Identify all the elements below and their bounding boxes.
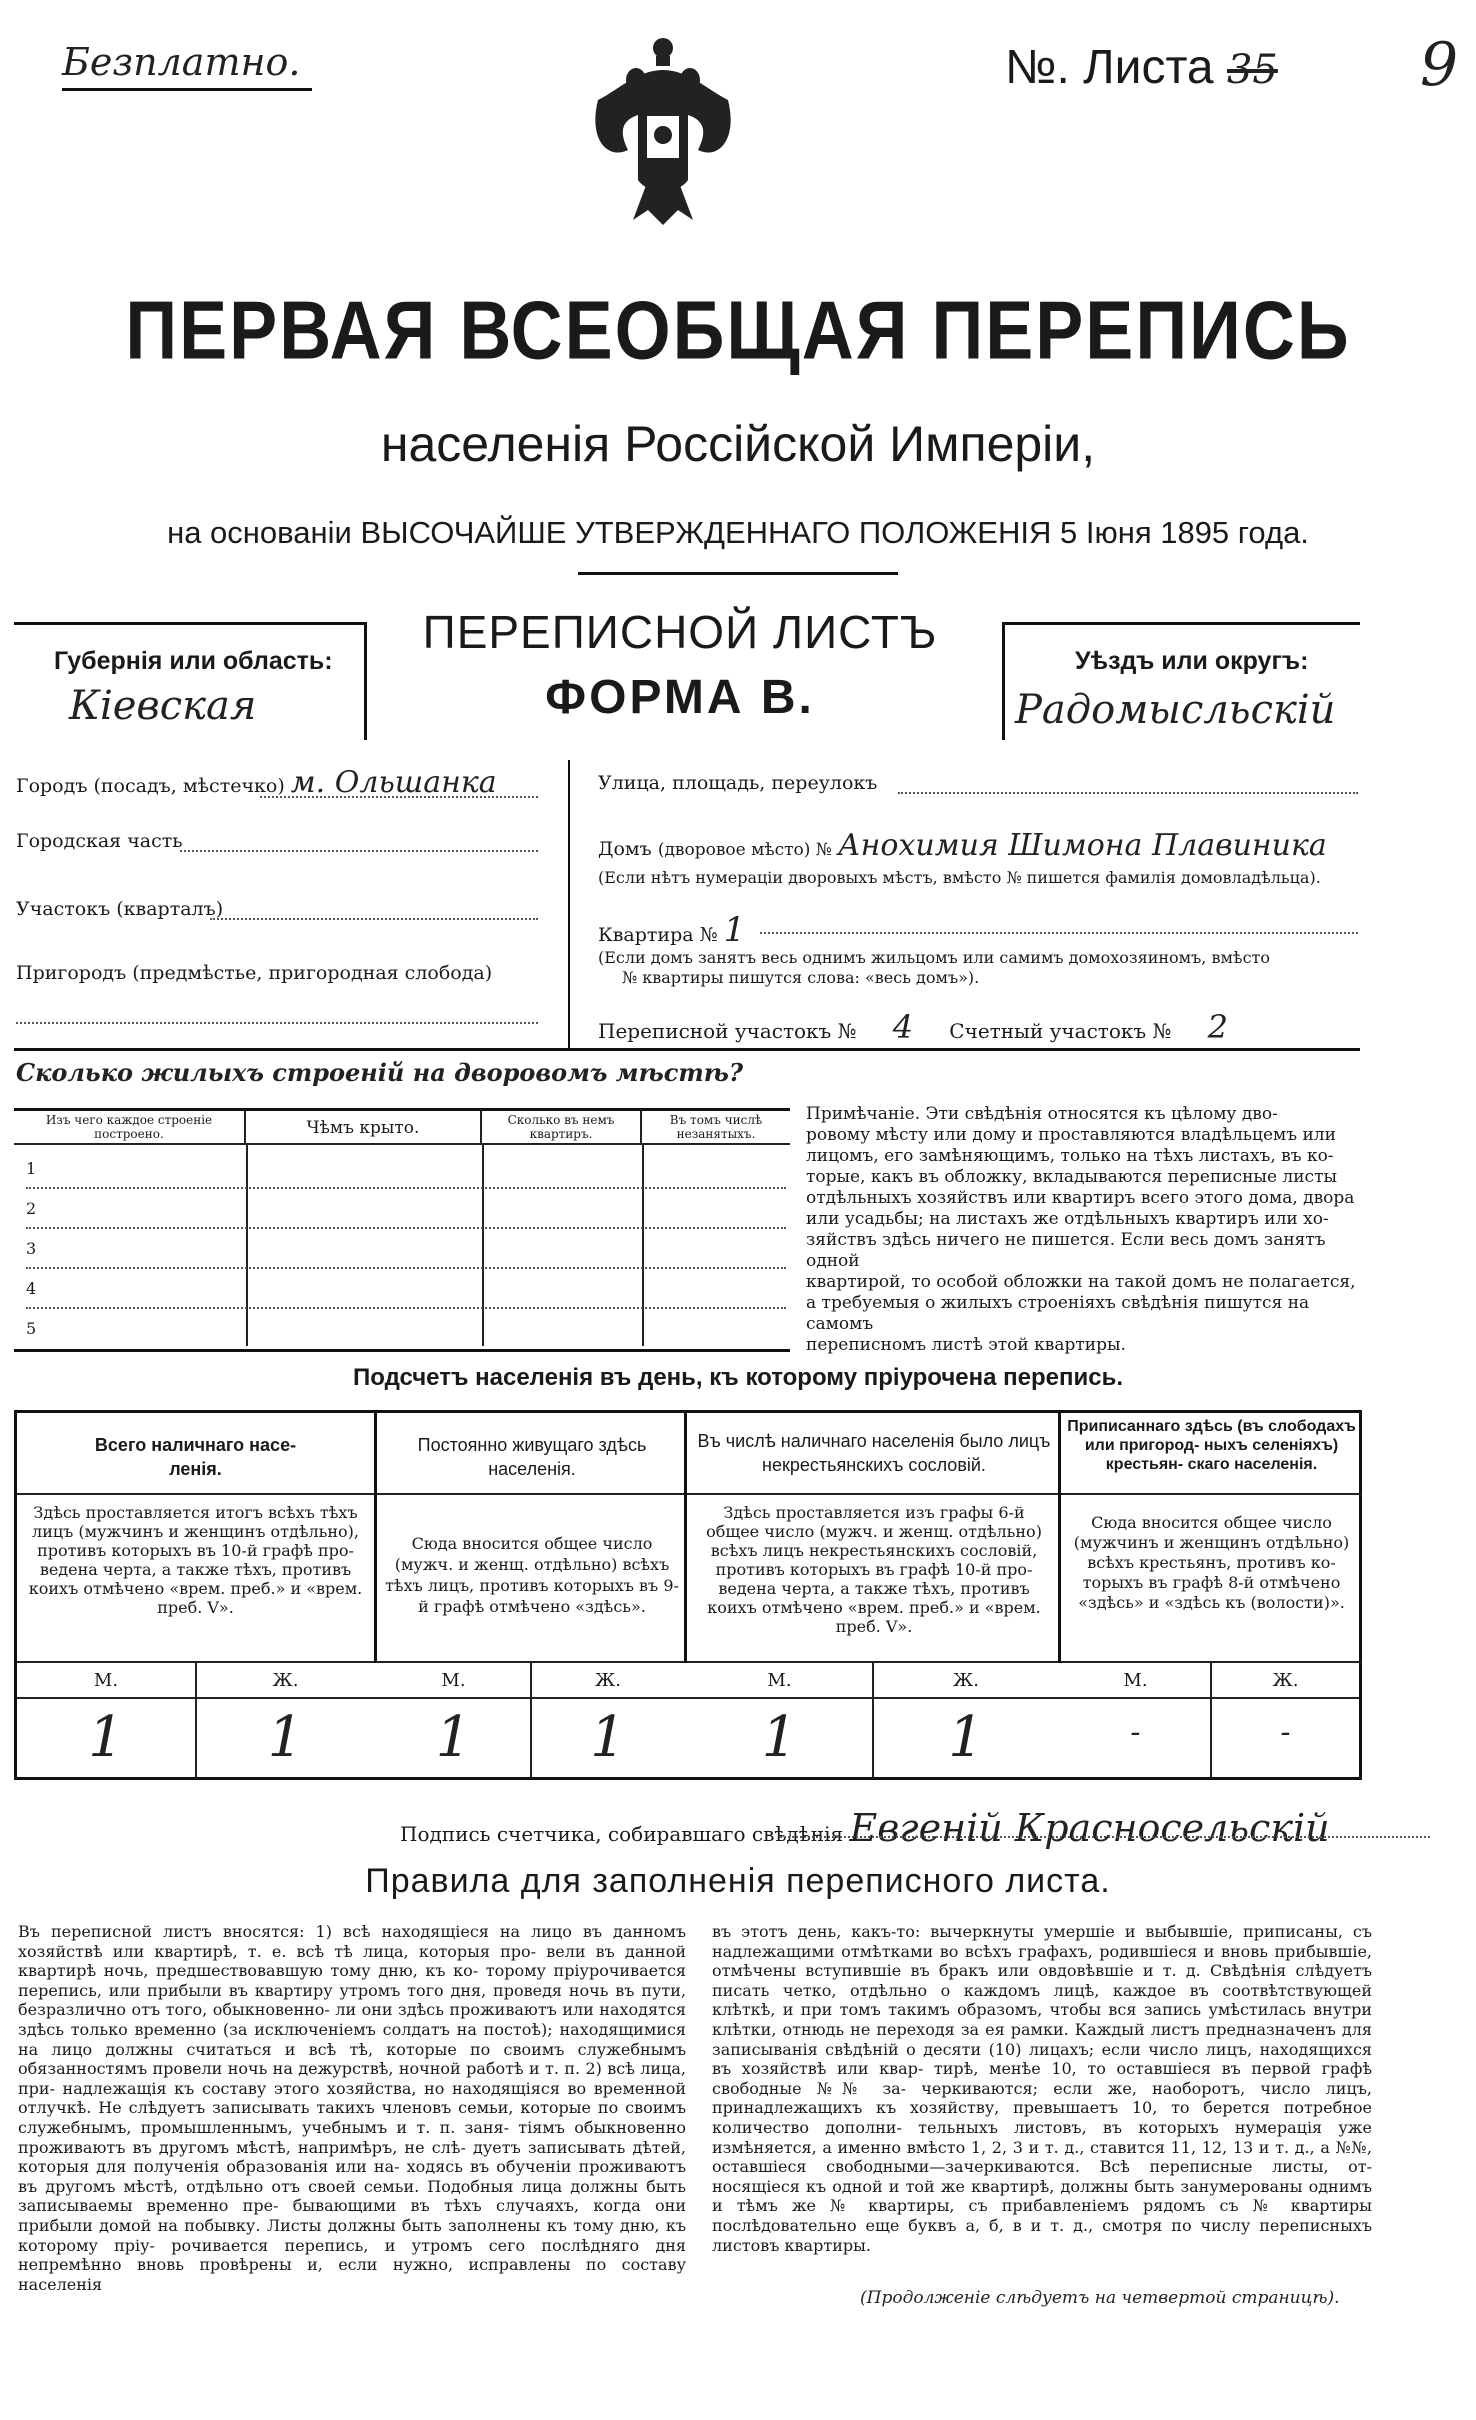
count-col-peasant: [1058, 1413, 1362, 1663]
signature-value: Евгеній Красносельскій: [849, 1806, 1330, 1850]
note-block: [806, 1104, 1362, 1356]
rules-continued: (Продолженіе слѣдуетъ на четвертой страницѣ).: [860, 2288, 1340, 2308]
count-area-value: 2: [1207, 1008, 1228, 1046]
count-permanent-m-label: М.: [441, 1670, 466, 1691]
count-title: Подсчетъ населенія въ день, къ которому пріурочена перепись.: [353, 1364, 1123, 1391]
flat-label: Квартира №: [598, 924, 718, 946]
area-hint: (кварталъ): [116, 898, 224, 920]
count-col-permanent: [374, 1413, 687, 1663]
buildings-row-4: 4: [26, 1279, 37, 1298]
count-total-m-value: 1: [88, 1705, 124, 1770]
buildings-question: Сколько жилыхъ строеній на дворовомъ мѣстѣ?: [16, 1058, 744, 1087]
rules-left-column: Въ переписной листъ вносятся: 1) всѣ находящіеся на лицо въ данномъ хозяйствѣ или квартирѣ, т. е. всѣ тѣ лица, которыя про- вели въ данной квартирѣ ночь, предшествовавшую тому дню, къ ко- торому пріурочивается перепись, или прибыли въ квартиру утромъ того дня, проведя ночь въ пути, безразлично отъ того, обыкновенно- ли они здѣсь проживаютъ или находятся здѣсь только временно (за исключеніемъ солдатъ на постоѣ); находящимися на лицо должны считаться и всѣ тѣ, которые по своимъ служебнымъ обязанностямъ провели ночь на дежурствѣ, ночной работѣ и т. п. 2) всѣ лица, при- надлежащія къ составу этого хозяйства, но находящіяся во временной отлучкѣ. Не слѣдуетъ записывать такихъ членовъ семьи, которые по своимъ служебнымъ, промышленнымъ, учебнымъ и т. п. заня- тіямъ обыкновенно проживаютъ въ другомъ мѣстѣ, напримѣръ, не слѣ- дуетъ записывать дѣтей, которыя для полученія образованія или на- ходясь въ обученіи проживаютъ въ другомъ мѣстѣ, отдѣльно отъ своей семьи. Подобныя лица должны быть записываемы временно пре- бывающими въ тѣхъ случаяхъ, когда они прибыли домой на побывку. Листы должны быть заполнены къ тому дню, къ которому пріу- рочивается перепись, и утромъ сего послѣдняго дня непремѣнно вновь провѣрены и, если нужно, исправлены по составу населенія: [18, 1922, 686, 2294]
count-head-total: Всего наличнаго насе- ленія.: [17, 1413, 374, 1495]
count-body-total: Здѣсь проставляется итогъ всѣхъ тѣхъ лицъ (мужчинъ и женщинъ отдѣльно), противъ которыхъ въ 10-й графѣ про- ведена черта, а также тѣхъ, противъ коихъ отмѣчено «врем. преб.» и «врем. преб. V».: [17, 1495, 374, 1663]
city-value: м. Ольшанка: [290, 765, 497, 800]
buildings-row-dots-2: [26, 1227, 786, 1229]
census-area-label: Переписной участокъ №: [598, 1019, 857, 1043]
street-label: Улица, площадь, переулокъ: [598, 772, 878, 794]
house-hint: (дворовое мѣсто) №: [657, 840, 832, 860]
flat-note-2: № квартиры пишутся слова: «весь домъ»).: [622, 968, 980, 987]
flat-note-1: (Если домъ занятъ весь однимъ жильцомъ или самимъ домохозяиномъ, вмѣсто: [598, 948, 1271, 967]
count-peasant-f-label: Ж.: [1272, 1670, 1299, 1691]
city-dots: [260, 796, 538, 798]
buildings-header-roof: Чѣмъ крыто.: [246, 1111, 482, 1145]
suburb-row: [16, 962, 492, 984]
city-part-label: Городская часть: [16, 830, 183, 852]
count-nonpeasant-m-value: 1: [761, 1705, 798, 1770]
suburb-dots: [16, 1022, 538, 1024]
count-peasant-f-value: -: [1280, 1715, 1291, 1750]
buildings-header-flats: Сколько въ немъ квартиръ.: [482, 1111, 642, 1145]
suburb-hint: (предмѣстье, пригородная слобода): [132, 962, 493, 984]
count-head-permanent: Постоянно живущаго здѣсь населенія.: [377, 1413, 687, 1495]
count-area-label: Счетный участокъ №: [949, 1019, 1172, 1043]
flat-dots: [760, 932, 1358, 934]
province-value: Кіевская: [69, 683, 257, 729]
buildings-col-line-1: [246, 1145, 248, 1346]
note-line-3: лицомъ, его замѣняющимъ, только на тѣхъ листахъ, въ ко-: [806, 1146, 1334, 1166]
note-line-6: или усадьбы; на листахъ же отдѣльныхъ квартиръ или хо-: [806, 1209, 1329, 1229]
free-label: Безплатно.: [62, 40, 301, 84]
city-label: Городъ: [16, 775, 88, 797]
note-line-10: переписномъ листѣ этой квартиры.: [806, 1335, 1126, 1355]
count-head-nonpeasant: Въ числѣ наличнаго населенія было лицъ некрестьянскихъ сословій.: [687, 1413, 1061, 1495]
note-line-7: зяйствъ здѣсь ничего не пишется. Если весь домъ занятъ одной: [806, 1230, 1326, 1271]
count-nonpeasant-m-label: М.: [767, 1670, 792, 1691]
rules-title: Правила для заполненія переписного листа.: [365, 1862, 1111, 1900]
note-line-1: Примѣчаніе. Эти свѣдѣнія относятся къ цѣлому дво-: [806, 1104, 1278, 1124]
title-divider: [578, 572, 898, 575]
house-label: Домъ: [598, 838, 652, 860]
suburb-label: Пригородъ: [16, 962, 127, 984]
buildings-row-dots-4: [26, 1307, 786, 1309]
count-nonpeasant-f-value: 1: [948, 1705, 984, 1770]
city-part-dots: [180, 850, 538, 852]
count-body-permanent: Сюда вносится общее число (мужч. и женщ. отдѣльно) всѣхъ тѣхъ лицъ, противъ которыхъ въ 9-й графѣ отмѣчено «здѣсь».: [377, 1495, 687, 1663]
count-nonpeasant-f-label: Ж.: [953, 1670, 979, 1691]
signature-row: [400, 1806, 1330, 1850]
buildings-table: [14, 1108, 790, 1352]
count-permanent-f-value: 1: [590, 1705, 626, 1770]
basis-line: на основаніи ВЫСОЧАЙШЕ УТВЕРЖДЕННАГО ПОЛОЖЕНІЯ 5 Іюня 1895 года.: [167, 515, 1309, 550]
count-total-m-label: М.: [93, 1670, 119, 1691]
area-row: [16, 898, 223, 920]
buildings-header-vacant: Въ томъ числѣ незанятыхъ.: [642, 1111, 790, 1145]
province-box: [14, 622, 367, 740]
buildings-row-2: 2: [26, 1199, 37, 1218]
buildings-row-dots-3: [26, 1267, 786, 1269]
house-note: (Если нѣтъ нумераціи дворовыхъ мѣстъ, вмѣсто № пишется фамилія домовладѣльца).: [598, 868, 1321, 887]
city-row: [16, 765, 497, 800]
note-line-4: торые, какъ въ обложку, вкладываются переписные листы: [806, 1167, 1338, 1187]
district-label: Уѣздъ или округъ:: [1075, 647, 1309, 675]
count-peasant-m-label: М.: [1123, 1670, 1148, 1691]
count-peasant-m-value: -: [1130, 1715, 1141, 1750]
count-total-f-value: 1: [267, 1705, 304, 1770]
district-box: [1002, 622, 1360, 740]
census-area-row: [598, 1008, 1258, 1046]
buildings-col-line-3: [642, 1145, 644, 1346]
area-label: Участокъ: [16, 898, 111, 920]
buildings-header-material: Изъ чего каждое строеніе построено.: [14, 1111, 246, 1145]
note-line-5: отдѣльныхъ хозяйствъ или квартиръ всего этого дома, двора: [806, 1188, 1355, 1208]
area-dots: [210, 918, 538, 920]
buildings-row-1: 1: [26, 1159, 37, 1178]
flat-value: 1: [723, 910, 746, 950]
signature-dots: [780, 1836, 1430, 1838]
count-body-nonpeasant: Здѣсь проставляется изъ графы 6-й общее число (мужч. и женщ. отдѣльно) всѣхъ лицъ некрестьянскихъ сословій, противъ которыхъ въ графѣ 10-й про- ведена черта, а также тѣхъ, противъ коихъ отмѣчено «врем. преб.» и «врем. преб. V».: [687, 1495, 1061, 1663]
note-line-8: квартирой, то особой обложки на такой домъ не полагается,: [806, 1272, 1356, 1292]
form-name: ФОРМА В.: [545, 671, 815, 724]
imperial-eagle-emblem: [578, 30, 748, 230]
count-total-f-label: Ж.: [272, 1670, 299, 1691]
section-divider: [14, 1048, 1360, 1051]
house-value: Анохимия Шимона Плавиника: [837, 828, 1327, 863]
sheet-number-value: 35: [1226, 47, 1278, 93]
count-permanent-f-label: Ж.: [595, 1670, 621, 1691]
count-col-nonpeasant: [684, 1413, 1061, 1663]
buildings-row-dots-1: [26, 1187, 786, 1189]
census-area-value: 4: [892, 1008, 914, 1046]
street-dots: [898, 792, 1358, 794]
house-row: [598, 828, 1327, 863]
main-title: ПЕРВАЯ ВСЕОБЩАЯ ПЕРЕПИСЬ: [125, 285, 1351, 377]
city-hint: (посадъ, мѣстечко): [93, 775, 285, 797]
count-head-peasant: Приписаннаго здѣсь (въ слободахъ или пригород- ныхъ селеніяхъ) крестьян- скаго населенія.: [1061, 1413, 1362, 1495]
free-underline: [62, 88, 312, 91]
sheet-number-label: №. Листа: [1005, 41, 1214, 94]
subtitle: населенія Россійской Имперіи,: [380, 416, 1096, 472]
buildings-row-5: 5: [26, 1319, 37, 1338]
note-line-9: а требуемыя о жилыхъ строеніяхъ свѣдѣнія пишутся на самомъ: [806, 1293, 1310, 1334]
buildings-col-line-2: [482, 1145, 484, 1346]
flat-row: [598, 910, 745, 950]
note-line-2: ровому мѣсту или дому и проставляются владѣльцемъ или: [806, 1125, 1336, 1145]
address-divider: [568, 760, 570, 1050]
district-value: Радомысльскій: [1015, 687, 1336, 733]
sheet-number: [1005, 40, 1278, 95]
buildings-row-3: 3: [26, 1239, 37, 1258]
signature-label: Подпись счетчика, собиравшаго свѣдѣнія: [400, 1822, 844, 1846]
province-label: Губернія или область:: [54, 647, 333, 675]
form-title: ПЕРЕПИСНОЙ ЛИСТЪ: [422, 606, 938, 658]
rules-right-column: въ этотъ день, какъ-то: вычеркнуты умершіе и выбывшіе, приписаны, съ надлежащими отмѣтками во всѣхъ графахъ, родившіеся и вновь прибывшіе, отмѣчены вступившіе въ бракъ или овдовѣвшіе и т. д. Свѣдѣнія слѣдуетъ писать четко, отдѣльно о каждомъ лицѣ, каждое въ соотвѣтствующей клѣткѣ, и при томъ такимъ образомъ, чтобы вся запись умѣстилась внутри клѣтки, отнюдь не переходя за ея рамки. Каждый листъ предназначенъ для записыванія свѣдѣній о десяти (10) лицахъ; если число лицъ, находящихся въ хозяйствѣ или квар- тирѣ, менѣе 10, то оставшіеся въ первой графѣ свободные №№ за- черкиваются; если же, наоборотъ, число лицъ, принадлежащихъ къ хозяйству, превышаетъ 10, то берется потребное количество дополни- тельныхъ листовъ, въ которыхъ нумерація уже измѣняется, а именно вмѣсто 1, 2, 3 и т. д., ставится 11, 12, 13 и т. д., а №№, оставшіеся свободными—зачеркиваются. Всѣ переписные листы, от- носящіеся къ одной и той же квартирѣ, должны быть занумерованы однимъ и тѣмъ же № квартиры, съ прибавленіемъ рядомъ съ № квартиры послѣдовательно еще буквъ а, б, в и т. д., смотря по числу переписныхъ листовъ квартиры.: [712, 1922, 1372, 2255]
count-body-peasant: Сюда вносится общее число (мужчинъ и женщинъ отдѣльно) всѣхъ крестьянъ, противъ ко- торыхъ въ графѣ 8-й отмѣчено «здѣсь» и «здѣсь къ (волости)».: [1061, 1495, 1362, 1663]
count-col-total: [17, 1413, 374, 1663]
count-permanent-m-value: 1: [435, 1705, 472, 1770]
corner-mark: 9: [1420, 30, 1459, 100]
